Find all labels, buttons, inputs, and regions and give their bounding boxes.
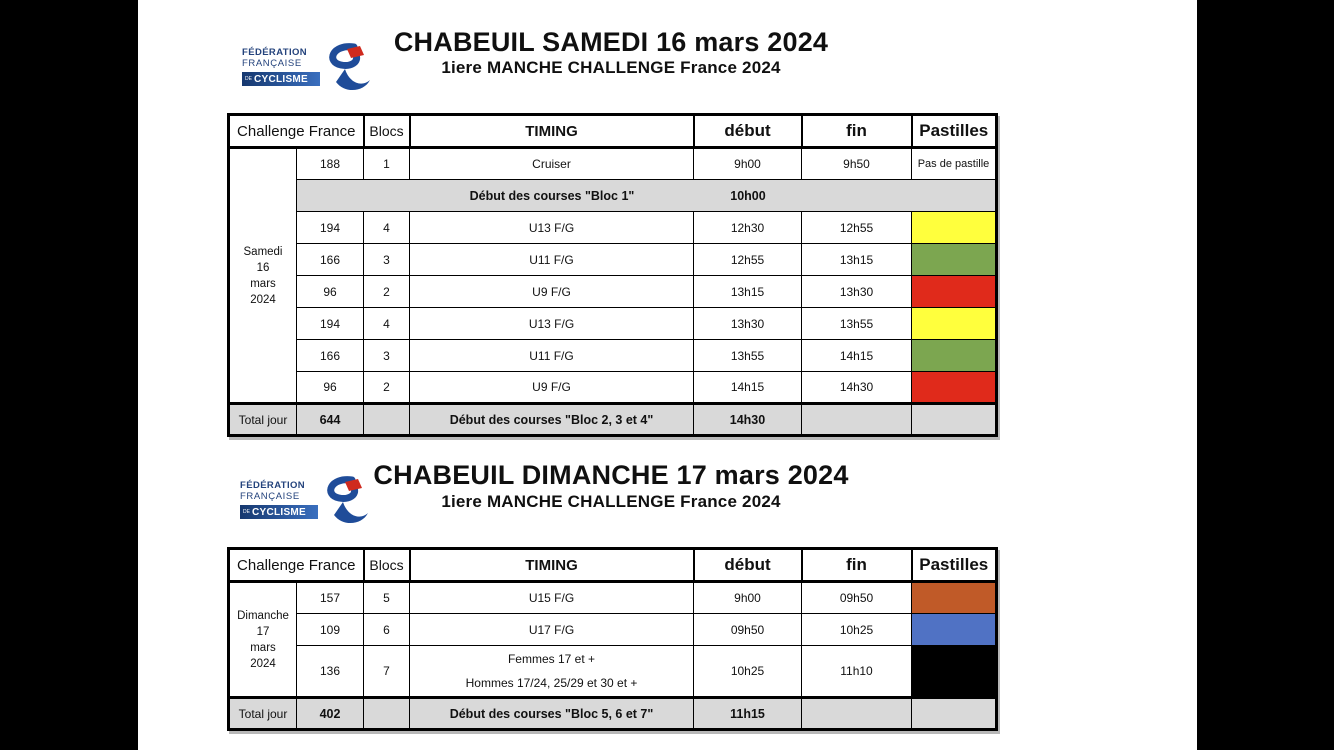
cell-count: 109 bbox=[297, 614, 364, 646]
header-debut: début bbox=[694, 549, 802, 582]
cell-timing: U11 F/G bbox=[410, 244, 694, 276]
pastille-color-swatch bbox=[912, 244, 997, 276]
header-blocs: Blocs bbox=[364, 115, 410, 148]
total-time: 14h30 bbox=[694, 404, 802, 436]
total-label: Total jour bbox=[229, 698, 297, 730]
table-row bbox=[229, 646, 997, 698]
total-label: Total jour bbox=[229, 404, 297, 436]
table-row bbox=[229, 148, 997, 180]
cell-debut: 12h55 bbox=[694, 244, 802, 276]
cell-fin: 13h30 bbox=[802, 276, 912, 308]
day-line: mars bbox=[250, 277, 276, 290]
cell-timing: Cruiser bbox=[410, 148, 694, 180]
day-line: Samedi bbox=[243, 245, 283, 258]
empty-cell bbox=[912, 698, 997, 730]
ffc-logo-line2: FRANÇAISE bbox=[242, 58, 302, 69]
pastille-color-swatch bbox=[912, 372, 997, 404]
cell-count: 136 bbox=[297, 646, 364, 698]
table-row bbox=[229, 244, 997, 276]
ffc-logo-de: DE bbox=[243, 509, 250, 515]
cell-count: 194 bbox=[297, 308, 364, 340]
cell-count: 188 bbox=[297, 148, 364, 180]
empty-cell bbox=[364, 698, 410, 730]
total-row bbox=[229, 404, 997, 436]
section2-subtitle: 1iere MANCHE CHALLENGE France 2024 bbox=[441, 492, 781, 511]
cell-bloc: 3 bbox=[364, 340, 410, 372]
day-line: 17 bbox=[256, 625, 270, 638]
ffc-logo-line1: FÉDÉRATION bbox=[240, 480, 306, 491]
cell-timing: U17 F/G bbox=[410, 614, 694, 646]
cell-fin: 10h25 bbox=[802, 614, 912, 646]
timing-line: Hommes 17/24, 25/29 et 30 et + bbox=[465, 676, 638, 690]
ffc-logo-name: CYCLISME bbox=[251, 506, 307, 518]
cell-bloc: 3 bbox=[364, 244, 410, 276]
pastille-color-swatch bbox=[912, 308, 997, 340]
ffc-logo-name: CYCLISME bbox=[253, 73, 309, 85]
bloc-start-time: 10h00 bbox=[730, 188, 766, 203]
day-line: 2024 bbox=[250, 293, 276, 306]
total-count: 644 bbox=[297, 404, 364, 436]
cell-timing: U9 F/G bbox=[410, 372, 694, 404]
cell-bloc: 2 bbox=[364, 372, 410, 404]
cell-count: 194 bbox=[297, 212, 364, 244]
cell-debut: 14h15 bbox=[694, 372, 802, 404]
cell-debut: 13h15 bbox=[694, 276, 802, 308]
cell-bloc: 7 bbox=[364, 646, 410, 698]
cell-bloc: 1 bbox=[364, 148, 410, 180]
section1-subtitle: 1iere MANCHE CHALLENGE France 2024 bbox=[441, 58, 781, 77]
bloc-start-label: Début des courses "Bloc 1" bbox=[469, 188, 635, 203]
cell-timing: U11 F/G bbox=[410, 340, 694, 372]
section1-title: CHABEUIL SAMEDI 16 mars 2024 bbox=[393, 27, 829, 57]
schedule-table-saturday bbox=[227, 113, 998, 437]
cell-debut: 13h55 bbox=[694, 340, 802, 372]
cell-debut: 10h25 bbox=[694, 646, 802, 698]
cell-bloc: 2 bbox=[364, 276, 410, 308]
table-row bbox=[229, 372, 997, 404]
cell-debut: 13h30 bbox=[694, 308, 802, 340]
empty-cell bbox=[364, 404, 410, 436]
header-fin: fin bbox=[802, 549, 912, 582]
header-blocs: Blocs bbox=[364, 549, 410, 582]
cell-timing bbox=[410, 646, 694, 698]
day-line: 16 bbox=[256, 261, 270, 274]
cell-fin: 13h15 bbox=[802, 244, 912, 276]
day-line: mars bbox=[250, 641, 276, 654]
cell-fin: 14h30 bbox=[802, 372, 912, 404]
cell-fin: 12h55 bbox=[802, 212, 912, 244]
cell-bloc: 4 bbox=[364, 212, 410, 244]
cell-count: 96 bbox=[297, 276, 364, 308]
pastille-color-swatch bbox=[912, 212, 997, 244]
pastille-color-swatch bbox=[912, 582, 997, 614]
cell-timing: U13 F/G bbox=[410, 212, 694, 244]
empty-cell bbox=[912, 404, 997, 436]
total-timing: Début des courses "Bloc 5, 6 et 7" bbox=[410, 698, 694, 730]
timing-line: Femmes 17 et + bbox=[507, 652, 596, 666]
header-debut: début bbox=[694, 115, 802, 148]
cell-timing: U9 F/G bbox=[410, 276, 694, 308]
cell-count: 96 bbox=[297, 372, 364, 404]
total-count: 402 bbox=[297, 698, 364, 730]
header-pastilles: Pastilles bbox=[912, 115, 997, 148]
cell-fin: 14h15 bbox=[802, 340, 912, 372]
header-pastilles: Pastilles bbox=[912, 549, 997, 582]
empty-cell bbox=[802, 698, 912, 730]
cell-timing: U13 F/G bbox=[410, 308, 694, 340]
cell-bloc: 6 bbox=[364, 614, 410, 646]
pastille-color-swatch bbox=[912, 646, 997, 698]
cell-count: 166 bbox=[297, 340, 364, 372]
pastille-color-swatch bbox=[912, 276, 997, 308]
table-row bbox=[229, 308, 997, 340]
bloc-start-row bbox=[229, 180, 997, 212]
cell-debut: 9h00 bbox=[694, 148, 802, 180]
ffc-logo-de: DE bbox=[245, 76, 252, 82]
cell-count: 166 bbox=[297, 244, 364, 276]
cell-fin: 09h50 bbox=[802, 582, 912, 614]
cell-fin: 13h55 bbox=[802, 308, 912, 340]
table-row bbox=[229, 276, 997, 308]
cell-pastille-note: Pas de pastille bbox=[912, 148, 997, 180]
cell-fin: 9h50 bbox=[802, 148, 912, 180]
cell-debut: 9h00 bbox=[694, 582, 802, 614]
day-label bbox=[229, 582, 297, 698]
section2-title: CHABEUIL DIMANCHE 17 mars 2024 bbox=[373, 460, 849, 490]
header-challenge-france: Challenge France bbox=[229, 549, 364, 582]
pastille-color-swatch bbox=[912, 614, 997, 646]
ffc-logo-line2: FRANÇAISE bbox=[240, 491, 300, 502]
table-header-row bbox=[229, 549, 997, 582]
cell-fin: 11h10 bbox=[802, 646, 912, 698]
cell-timing: U15 F/G bbox=[410, 582, 694, 614]
table-row bbox=[229, 340, 997, 372]
day-label bbox=[229, 148, 297, 404]
total-timing: Début des courses "Bloc 2, 3 et 4" bbox=[410, 404, 694, 436]
cell-bloc: 5 bbox=[364, 582, 410, 614]
bloc-start-cell bbox=[297, 180, 997, 212]
day-line: 2024 bbox=[250, 657, 276, 670]
cell-count: 157 bbox=[297, 582, 364, 614]
total-time: 11h15 bbox=[694, 698, 802, 730]
cell-bloc: 4 bbox=[364, 308, 410, 340]
header-challenge-france: Challenge France bbox=[229, 115, 364, 148]
header-timing: TIMING bbox=[410, 115, 694, 148]
table-row bbox=[229, 582, 997, 614]
total-row bbox=[229, 698, 997, 730]
pastille-color-swatch bbox=[912, 340, 997, 372]
table-row bbox=[229, 614, 997, 646]
header-fin: fin bbox=[802, 115, 912, 148]
table-header-row bbox=[229, 115, 997, 148]
table-row bbox=[229, 212, 997, 244]
schedule-table-sunday bbox=[227, 547, 998, 731]
cell-debut: 12h30 bbox=[694, 212, 802, 244]
document-page bbox=[138, 0, 1197, 750]
ffc-logo-line1: FÉDÉRATION bbox=[242, 47, 308, 58]
header-timing: TIMING bbox=[410, 549, 694, 582]
cell-debut: 09h50 bbox=[694, 614, 802, 646]
empty-cell bbox=[802, 404, 912, 436]
day-line: Dimanche bbox=[237, 609, 289, 622]
